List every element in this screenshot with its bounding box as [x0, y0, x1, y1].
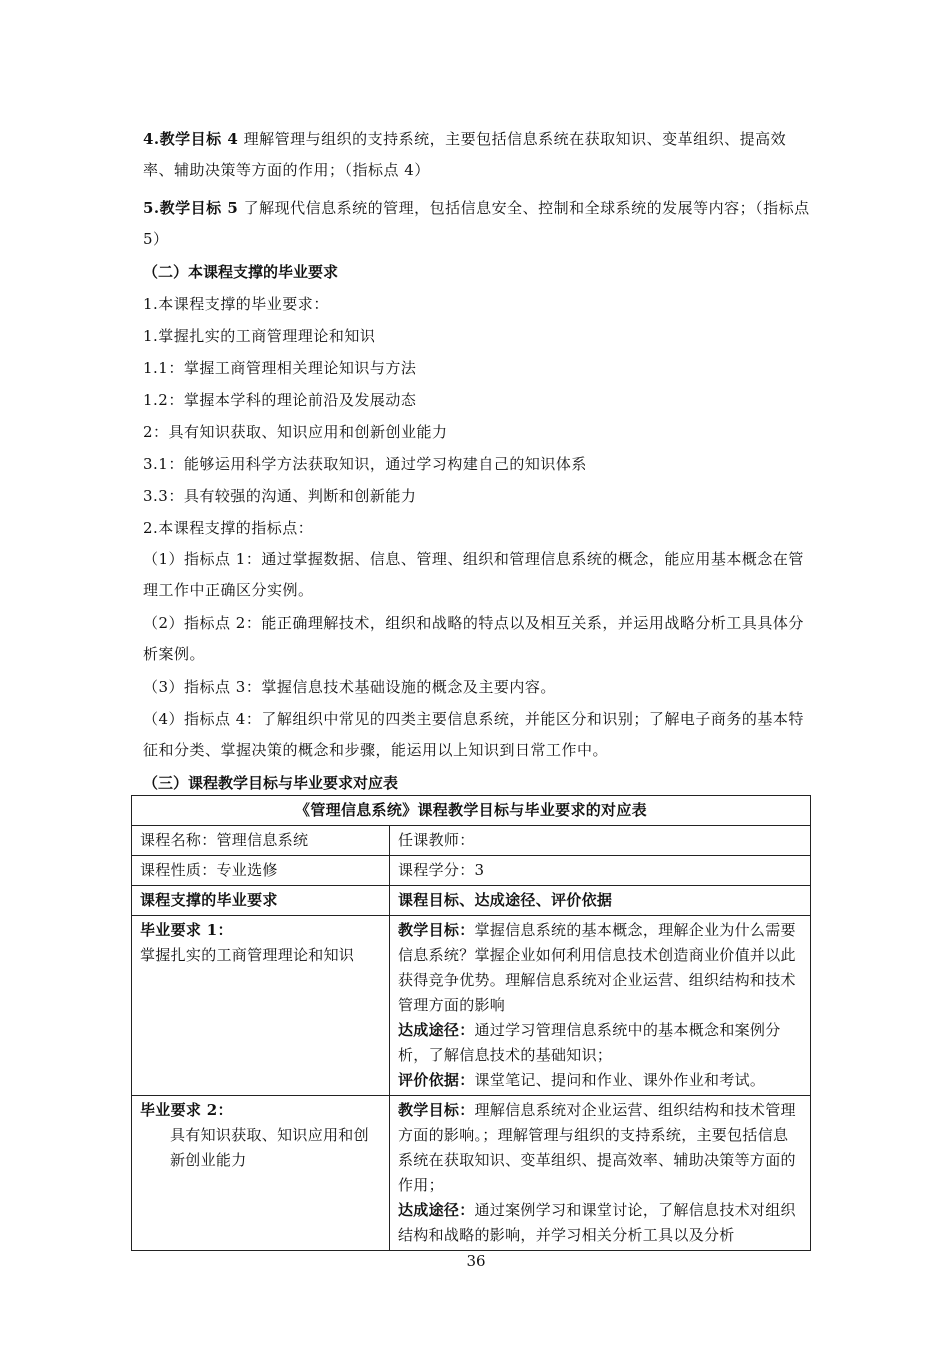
requirement-cell [132, 916, 390, 1096]
eval-label: 评价依据： [398, 1071, 475, 1089]
eval-text: 课堂笔记、提问和作业、课外作业和考试。 [474, 1071, 766, 1089]
goal5-label: 5.教学目标 5 [143, 199, 239, 217]
section2-line: 2：具有知识获取、知识应用和创新创业能力 [143, 423, 448, 441]
req-text: 掌握扎实的工商管理理论和知识 [140, 946, 355, 964]
indicator-point-1: （1）指标点 1：通过掌握数据、信息、管理、组织和管理信息系统的概念，能应用基本概念在管理工作中正确区分实例。 [143, 550, 804, 599]
page-number: 36 [466, 1252, 486, 1270]
goal-cell [390, 916, 811, 1096]
table-title-row [132, 796, 811, 826]
goal5-text: 了解现代信息系统的管理，包括信息安全、控制和全球系统的发展等内容；（指标点 5） [143, 199, 810, 248]
requirement-cell [132, 1096, 390, 1251]
goal-label: 教学目标： [398, 1101, 475, 1119]
table-row [132, 856, 811, 886]
goal-label: 教学目标： [398, 921, 475, 939]
goal4-label: 4.教学目标 4 [143, 130, 239, 148]
table-title: 《管理信息系统》课程教学目标与毕业要求的对应表 [132, 796, 811, 826]
section2-line: 1.1：掌握工商管理相关理论知识与方法 [143, 359, 417, 377]
table-row [132, 916, 811, 1096]
goal-cell [390, 1096, 811, 1251]
section2-line: 2.本课程支撑的指标点： [143, 519, 314, 537]
path-text: 通过学习管理信息系统中的基本概念和案例分析，了解信息技术的基础知识； [398, 1021, 781, 1064]
teacher-cell: 任课教师： [390, 826, 811, 856]
course-type-cell: 课程性质：专业选修 [132, 856, 390, 886]
section3-heading: （三）课程教学目标与毕业要求对应表 [143, 774, 399, 792]
indicator-point-2: （2）指标点 2：能正确理解技术，组织和战略的特点以及相互关系，并运用战略分析工具具体分析案例。 [143, 614, 804, 663]
section2-line: 1.本课程支撑的毕业要求： [143, 295, 329, 313]
goal-text: 掌握信息系统的基本概念，理解企业为什么需要信息系统？掌握企业如何利用信息技术创造商业价值并以此获得竞争优势。理解信息系统对企业运营、组织结构和技术管理方面的影响 [398, 921, 796, 1014]
table-row [132, 826, 811, 856]
goal5-paragraph [143, 193, 811, 255]
table-row [132, 1096, 811, 1251]
req-label: 毕业要求 2： [140, 1101, 233, 1119]
indicator-point-4: （4）指标点 4：了解组织中常见的四类主要信息系统，并能区分和识别；了解电子商务的基本特征和分类、掌握决策的概念和步骤，能运用以上知识到日常工作中。 [143, 710, 804, 759]
req-label: 毕业要求 1： [140, 921, 233, 939]
section2-heading: （二）本课程支撑的毕业要求 [143, 263, 339, 281]
section2-line: 3.1：能够运用科学方法获取知识，通过学习构建自己的知识体系 [143, 455, 587, 473]
goal4-paragraph [143, 124, 811, 186]
table-header-row [132, 886, 811, 916]
indicator-point-3: （3）指标点 3：掌握信息技术基础设施的概念及主要内容。 [143, 678, 556, 696]
section2-line: 1.2：掌握本学科的理论前沿及发展动态 [143, 391, 417, 409]
goal-text: 理解信息系统对企业运营、组织结构和技术管理方面的影响。；理解管理与组织的支持系统，主要包括信息系统在获取知识、变革组织、提高效率、辅助决策等方面的作用； [398, 1101, 796, 1194]
section2-line: 3.3：具有较强的沟通、判断和创新能力 [143, 487, 417, 505]
credits-cell: 课程学分：3 [390, 856, 811, 886]
course-name-cell: 课程名称：管理信息系统 [132, 826, 390, 856]
path-label: 达成途径： [398, 1201, 475, 1219]
section2-line: 1.掌握扎实的工商管理理论和知识 [143, 327, 376, 345]
path-label: 达成途径： [398, 1021, 475, 1039]
path-text: 通过案例学习和课堂讨论，了解信息技术对组织结构和战略的影响，并学习相关分析工具以及分析 [398, 1201, 796, 1244]
req-text: 具有知识获取、知识应用和创新创业能力 [170, 1126, 369, 1169]
goal4-text: 理解管理与组织的支持系统，主要包括信息系统在获取知识、变革组织、提高效率、辅助决策等方面的作用；（指标点 4） [143, 130, 787, 179]
col2-header: 课程目标、达成途径、评价依据 [390, 886, 811, 916]
mapping-table [131, 795, 811, 1251]
col1-header: 课程支撑的毕业要求 [132, 886, 390, 916]
